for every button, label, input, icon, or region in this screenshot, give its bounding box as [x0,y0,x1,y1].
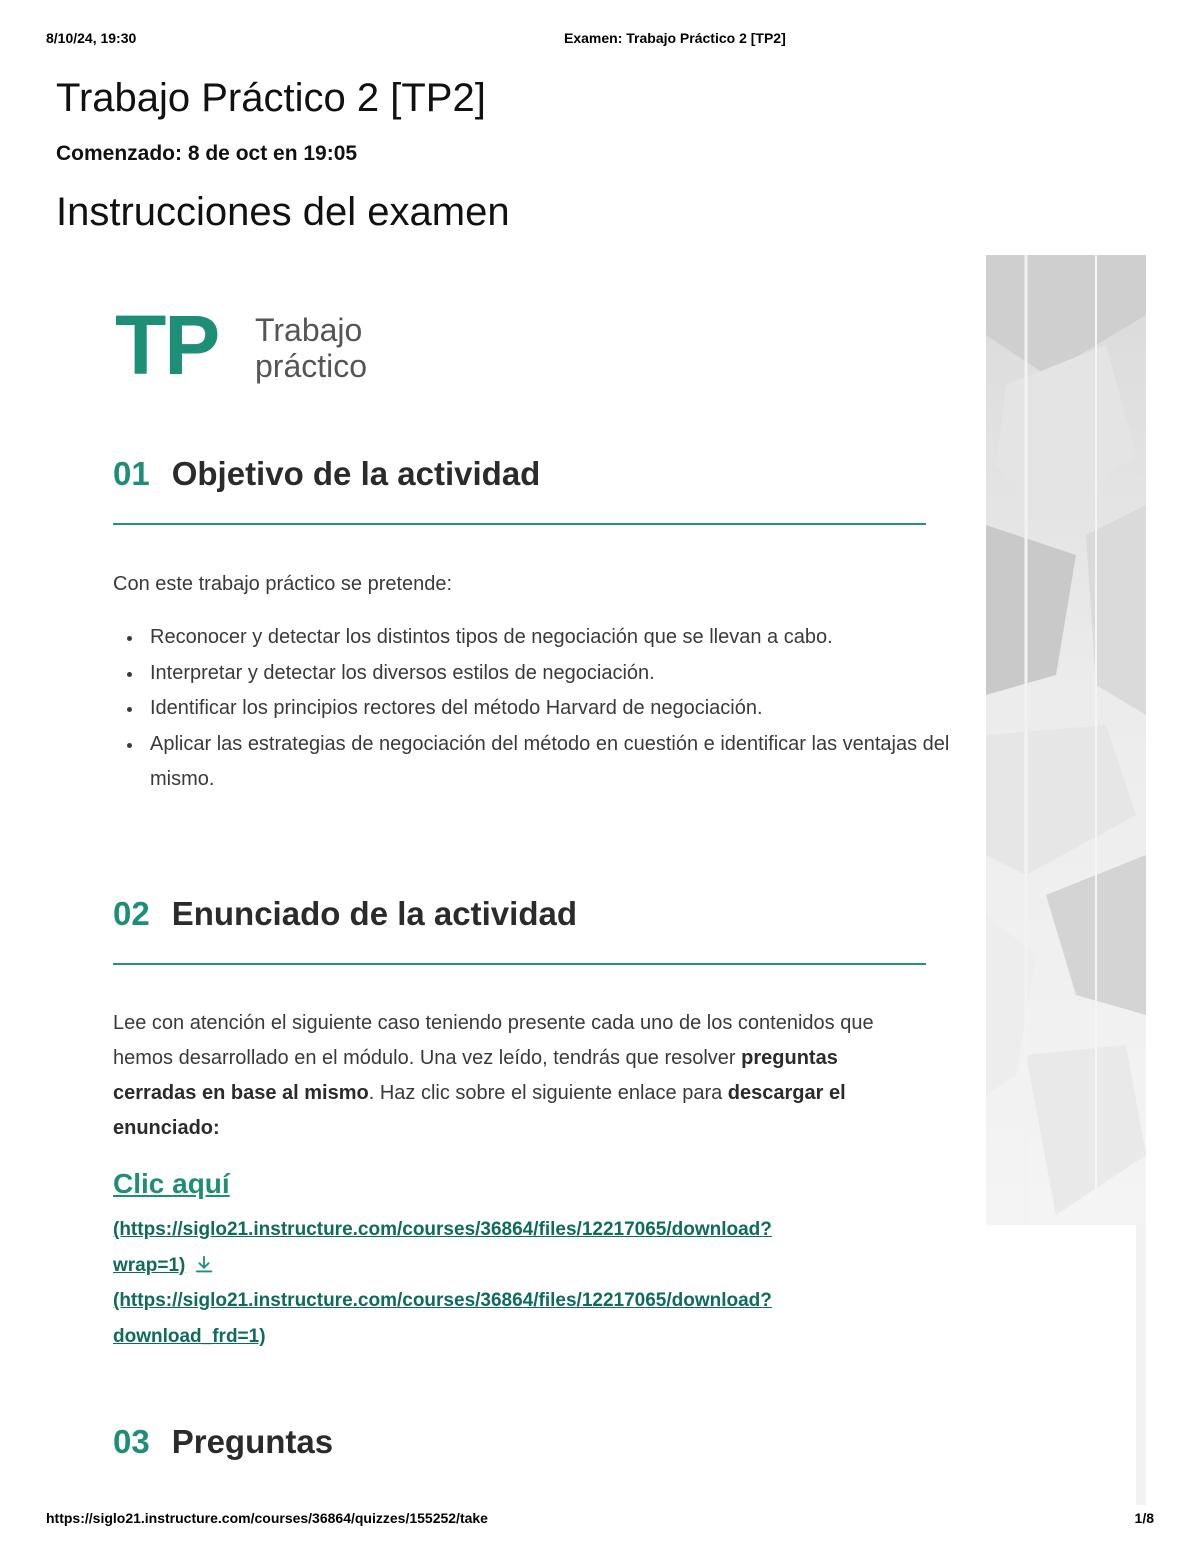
section-number: 01 [113,455,150,492]
decorative-side-image [986,255,1146,1225]
paragraph-text: Lee con atención el siguiente caso teniendo presente cada uno de los contenidos que hemos desarrollado en el módulo. Una vez leído, tendrás que resolver [113,1012,874,1069]
link-line[interactable]: download_frd=1) [113,1325,266,1347]
logo-letters: TP [115,298,219,392]
section-heading-enunciado [113,895,577,933]
print-title: Examen: Trabajo Práctico 2 [TP2] [564,30,786,46]
section-heading-objetivo [113,455,540,493]
side-divider [1136,1225,1146,1505]
instructions-title: Instrucciones del examen [56,190,510,234]
section-divider [113,523,926,525]
list-item: Reconocer y detectar los distintos tipos de negociación que se llevan a cabo. [113,620,910,656]
list-item: Aplicar las estrategias de negociación del método en cuestión e identificar las ventajas del mismo. [113,727,950,798]
paragraph-bold-text: descargar el enunciado: [113,1082,846,1139]
logo-word-practico: práctico [255,348,368,384]
section-number: 02 [113,895,150,932]
page-number: 1/8 [1134,1510,1154,1526]
section-title: Objetivo de la actividad [171,455,541,492]
print-footer [46,1510,1154,1530]
link-line[interactable]: wrap=1) [113,1254,186,1276]
click-here-link[interactable]: Clic aquí [113,1168,230,1199]
started-timestamp: Comenzado: 8 de oct en 19:05 [56,142,358,165]
link-line[interactable]: (https://siglo21.instructure.com/courses/36864/files/12217065/download? [113,1290,772,1311]
paragraph-bold-text: preguntas cerradas en base al mismo [113,1047,838,1104]
section-heading-preguntas [113,1423,333,1461]
section-divider [113,963,926,965]
tp-logo [115,298,415,393]
abstract-pattern-icon [986,255,1146,1225]
objective-intro: Con este trabajo práctico se pretende: [113,573,453,595]
objective-list [113,620,950,798]
print-url: https://siglo21.instructure.com/courses/36864/quizzes/155252/take [46,1510,488,1526]
section-title: Preguntas [171,1423,334,1460]
print-datetime: 8/10/24, 19:30 [46,30,137,46]
logo-word-trabajo: Trabajo [255,312,363,348]
section-number: 03 [113,1423,150,1460]
download-link-wrap[interactable] [113,1212,913,1283]
section-title: Enunciado de la actividad [171,895,577,932]
print-header [46,30,1154,50]
download-link-frd[interactable] [113,1283,913,1354]
page-title: Trabajo Práctico 2 [TP2] [56,76,486,120]
link-line[interactable]: (https://siglo21.instructure.com/courses/36864/files/12217065/download? [113,1219,772,1240]
list-item: Interpretar y detectar los diversos estilos de negociación. [113,656,933,692]
list-item: Identificar los principios rectores del método Harvard de negociación. [113,691,933,727]
enunciado-paragraph [113,1006,913,1146]
download-icon[interactable] [193,1254,215,1276]
paragraph-text: . Haz clic sobre el siguiente enlace para [368,1082,728,1104]
